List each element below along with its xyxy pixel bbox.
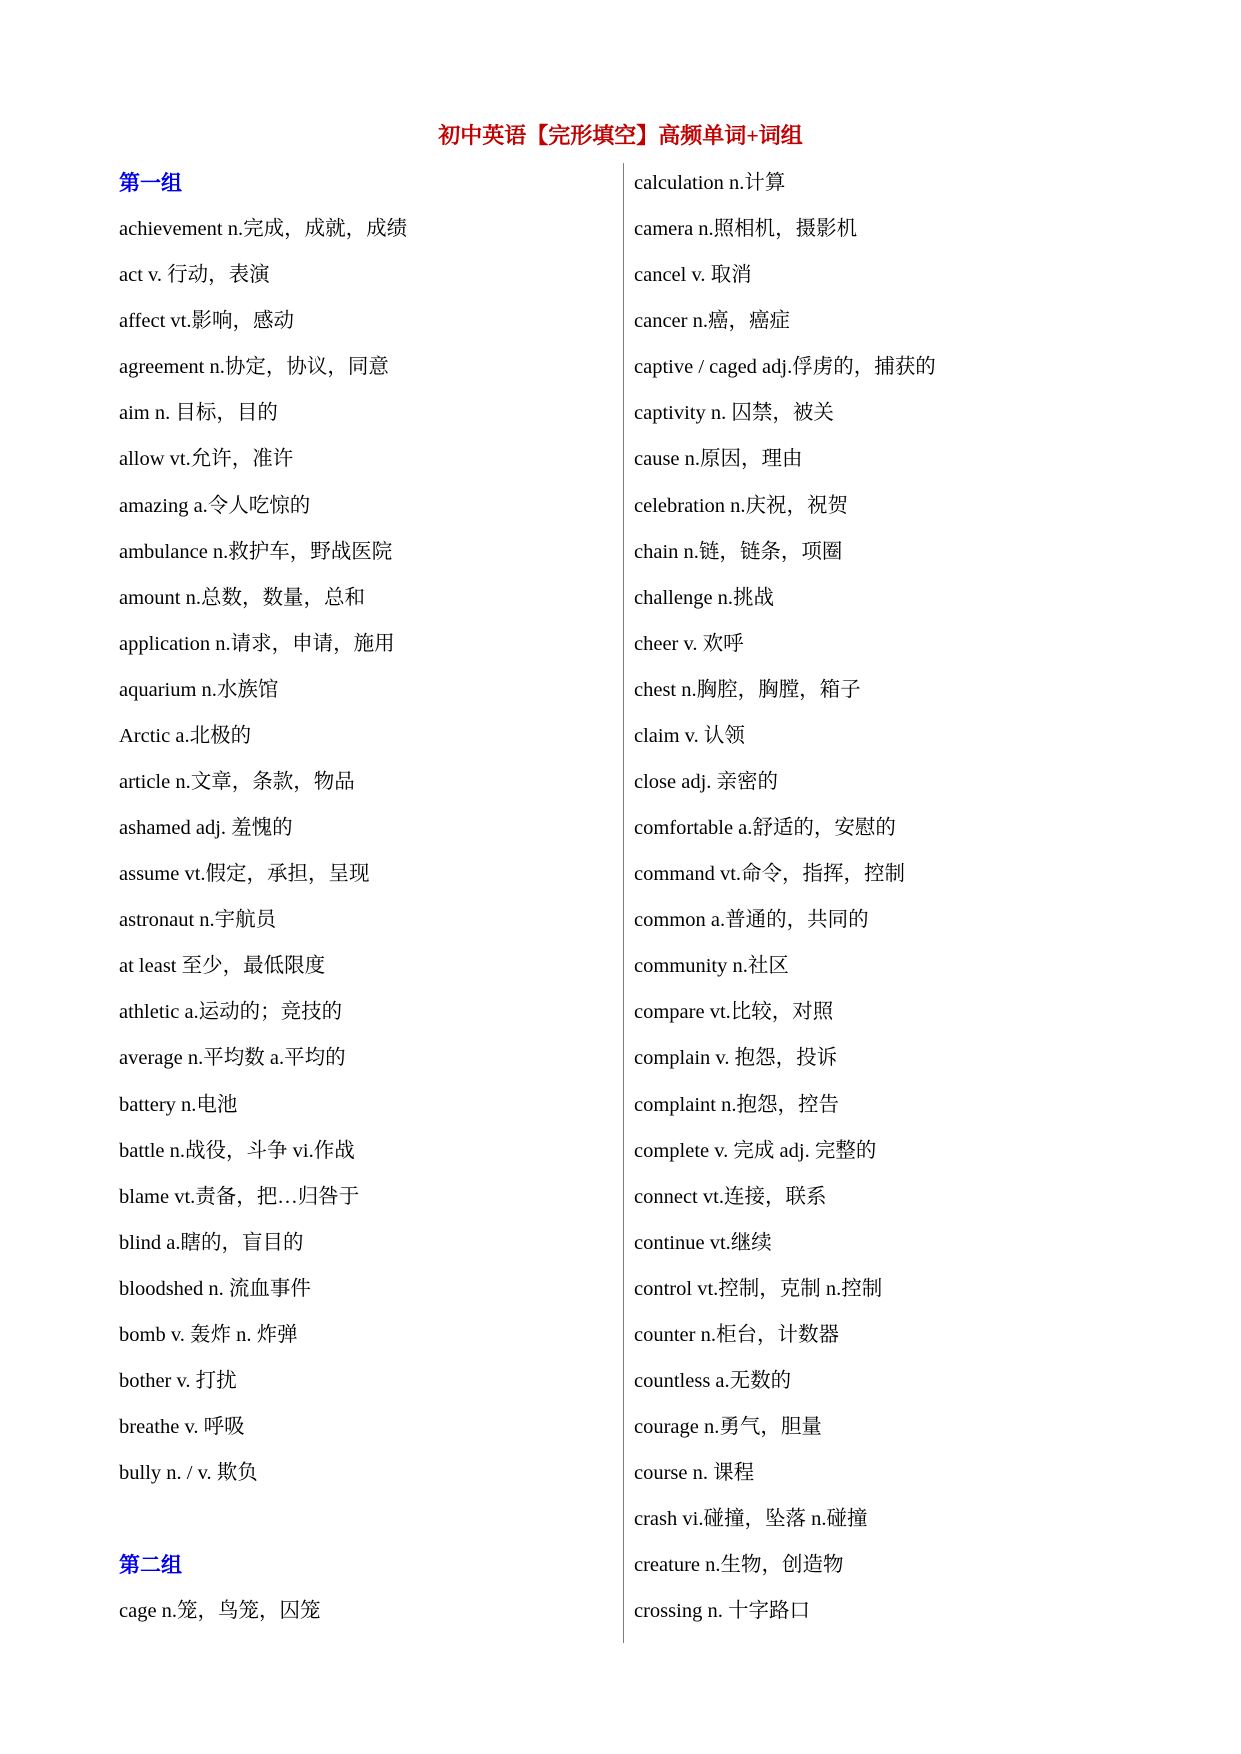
vocab-entry: blame vt.责备，把…归咎于 bbox=[119, 1185, 360, 1208]
vocab-entry: affect vt.影响，感动 bbox=[119, 310, 294, 333]
vocab-entry: average n.平均数 a.平均的 bbox=[119, 1047, 346, 1070]
group-1-list bbox=[119, 211, 619, 1501]
left-column bbox=[119, 165, 619, 1640]
group-heading-2: 第二组 bbox=[119, 1553, 182, 1578]
vocab-entry: close adj. 亲密的 bbox=[634, 771, 779, 794]
vocab-entry: bloodshed n. 流血事件 bbox=[119, 1277, 311, 1300]
vocab-entry: course n. 课程 bbox=[634, 1462, 755, 1485]
right-column-list bbox=[634, 165, 1154, 1640]
vocab-entry: bully n. / v. 欺负 bbox=[119, 1462, 258, 1485]
vocab-entry: challenge n.挑战 bbox=[634, 586, 775, 609]
vocab-entry: crossing n. 十字路口 bbox=[634, 1600, 810, 1623]
vocab-entry: aim n. 目标，目的 bbox=[119, 402, 278, 425]
vocab-entry: bother v. 打扰 bbox=[119, 1370, 237, 1393]
vocab-entry: assume vt.假定，承担，呈现 bbox=[119, 863, 370, 886]
vocab-entry: command vt.命令，指挥，控制 bbox=[634, 863, 906, 886]
vocab-entry: courage n.勇气，胆量 bbox=[634, 1416, 822, 1439]
vocab-entry: ashamed adj. 羞愧的 bbox=[119, 817, 293, 840]
vocab-entry: chain n.链，链条，项圈 bbox=[634, 540, 843, 563]
vocab-entry: chest n.胸腔，胸膛，箱子 bbox=[634, 678, 861, 701]
page-title: 初中英语【完形填空】高频单词+词组 bbox=[438, 123, 803, 148]
vocab-entry: crash vi.碰撞，坠落 n.碰撞 bbox=[634, 1508, 868, 1531]
vocab-entry: celebration n.庆祝，祝贺 bbox=[634, 494, 849, 517]
vocab-entry: cheer v. 欢呼 bbox=[634, 632, 744, 655]
right-column bbox=[634, 165, 1154, 1640]
vocab-entry: at least 至少，最低限度 bbox=[119, 955, 326, 978]
column-divider bbox=[623, 163, 624, 1643]
vocab-entry: countless a.无数的 bbox=[634, 1370, 792, 1393]
vocab-entry: breathe v. 呼吸 bbox=[119, 1416, 245, 1439]
group-spacer bbox=[119, 1501, 619, 1547]
vocab-entry: calculation n.计算 bbox=[634, 172, 786, 194]
vocab-entry: captivity n. 囚禁，被关 bbox=[634, 402, 834, 425]
vocab-entry: cause n.原因，理由 bbox=[634, 448, 803, 471]
vocab-entry: community n.社区 bbox=[634, 955, 789, 978]
vocab-entry: achievement n.完成，成就，成绩 bbox=[119, 218, 408, 241]
vocab-entry: agreement n.协定，协议，同意 bbox=[119, 356, 389, 379]
vocab-entry: creature n.生物，创造物 bbox=[634, 1554, 844, 1577]
vocab-entry: ambulance n.救护车，野战医院 bbox=[119, 540, 393, 563]
vocab-entry: amount n.总数，数量，总和 bbox=[119, 586, 365, 609]
vocab-entry: astronaut n.宇航员 bbox=[119, 909, 277, 932]
vocab-entry: counter n.柜台，计数器 bbox=[634, 1323, 839, 1346]
vocab-entry: blind a.瞎的，盲目的 bbox=[119, 1231, 304, 1254]
group-heading-1: 第一组 bbox=[119, 171, 182, 195]
vocab-entry: complete v. 完成 adj. 完整的 bbox=[634, 1139, 877, 1162]
vocab-entry: allow vt.允许，准许 bbox=[119, 448, 294, 471]
vocab-entry: cancer n.癌，癌症 bbox=[634, 310, 790, 333]
vocab-entry: captive / caged adj.俘虏的，捕获的 bbox=[634, 356, 936, 379]
vocab-entry: compare vt.比较，对照 bbox=[634, 1001, 834, 1024]
vocab-entry: common a.普通的，共同的 bbox=[634, 909, 869, 932]
vocab-entry: aquarium n.水族馆 bbox=[119, 678, 279, 701]
vocab-entry: amazing a.令人吃惊的 bbox=[119, 494, 311, 517]
vocab-entry: cancel v. 取消 bbox=[634, 264, 752, 287]
vocab-entry: bomb v. 轰炸 n. 炸弹 bbox=[119, 1323, 298, 1346]
vocab-entry: battery n.电池 bbox=[119, 1093, 238, 1116]
group-2-list bbox=[119, 1593, 619, 1639]
vocab-entry: complain v. 抱怨，投诉 bbox=[634, 1047, 838, 1070]
vocab-entry: connect vt.连接，联系 bbox=[634, 1185, 827, 1208]
vocab-entry: battle n.战役，斗争 vi.作战 bbox=[119, 1139, 355, 1162]
vocab-entry: continue vt.继续 bbox=[634, 1231, 772, 1254]
vocab-entry: claim v. 认领 bbox=[634, 724, 745, 747]
vocab-entry: comfortable a.舒适的，安慰的 bbox=[634, 817, 896, 840]
vocab-entry: complaint n.抱怨，控告 bbox=[634, 1093, 839, 1116]
vocab-entry: camera n.照相机，摄影机 bbox=[634, 218, 858, 241]
vocab-entry: cage n.笼，鸟笼，囚笼 bbox=[119, 1600, 321, 1623]
vocab-entry: Arctic a.北极的 bbox=[119, 724, 252, 747]
vocab-entry: athletic a.运动的；竞技的 bbox=[119, 1001, 343, 1024]
vocab-entry: control vt.控制，克制 n.控制 bbox=[634, 1277, 883, 1300]
vocab-entry: article n.文章，条款，物品 bbox=[119, 771, 355, 794]
vocab-entry: application n.请求，申请，施用 bbox=[119, 632, 395, 655]
vocab-entry: act v. 行动，表演 bbox=[119, 264, 270, 287]
